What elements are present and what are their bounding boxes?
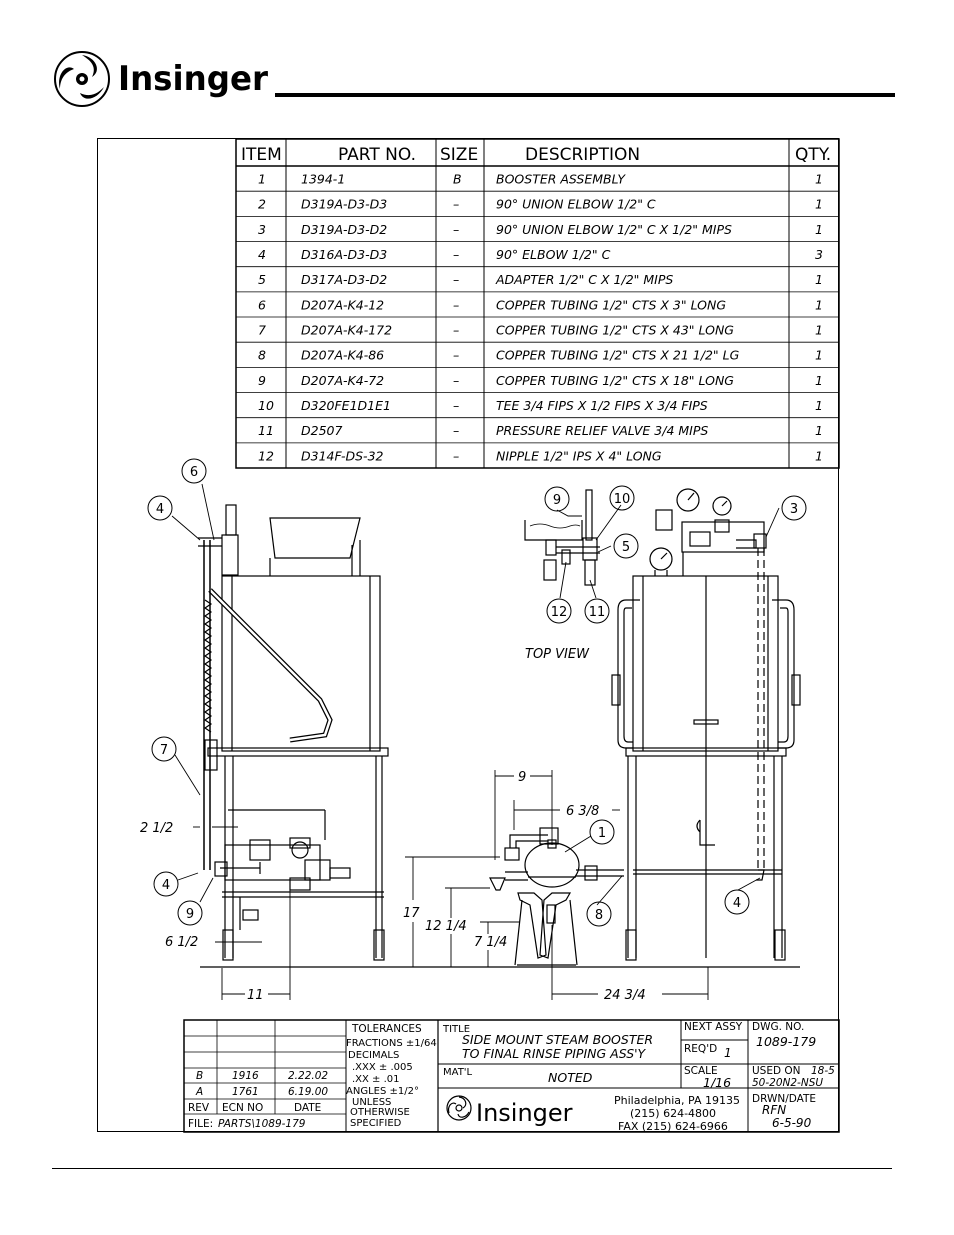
company-name: Insinger: [476, 1099, 573, 1127]
row-size: –: [453, 398, 460, 414]
row-qty: 1: [815, 448, 823, 464]
tol-otherwise: OTHERWISE: [350, 1107, 410, 1118]
row-size: –: [453, 347, 460, 363]
matl-label: MAT'L: [443, 1067, 473, 1078]
tolerances-header: TOLERANCES: [352, 1023, 422, 1035]
table-row: [258, 272, 823, 287]
row-size: B: [453, 171, 462, 187]
dwg-no-value: 1089-179: [756, 1034, 817, 1049]
drawing-title-line2: TO FINAL RINSE PIPING ASS'Y: [462, 1046, 646, 1061]
dim-2-1-2: 2 1/2: [140, 821, 174, 836]
row-size: –: [453, 322, 460, 338]
row-part-no: D320FE1D1E1: [301, 398, 391, 414]
row-part-no: D207A-K4-172: [301, 322, 393, 338]
next-assy-label: NEXT ASSY: [684, 1021, 743, 1033]
tol-decimals: DECIMALS: [348, 1050, 400, 1061]
row-description: ADAPTER 1/2" C X 1/2" MIPS: [496, 272, 674, 288]
dim-11: 11: [247, 988, 264, 1003]
table-row: [258, 323, 823, 338]
company-swirl-icon: [447, 1096, 471, 1120]
row-qty: 1: [815, 347, 823, 363]
row-item: 2: [258, 196, 266, 212]
row-item: 12: [258, 448, 274, 464]
row-item: 6: [258, 297, 266, 313]
rev-a: A: [196, 1086, 204, 1098]
table-row: [258, 373, 823, 388]
row-item: 4: [258, 247, 266, 263]
row-qty: 1: [815, 171, 823, 187]
row-size: –: [453, 423, 460, 439]
callout-number: 3: [789, 502, 799, 517]
date-b: 2.22.02: [288, 1070, 329, 1082]
row-description: COPPER TUBING 1/2" CTS X 43" LONG: [496, 322, 734, 338]
table-row: [258, 348, 823, 363]
callout-number: 4: [732, 896, 742, 911]
row-part-no: D207A-K4-86: [301, 347, 385, 363]
table-row: [258, 398, 823, 413]
row-part-no: D207A-K4-12: [301, 297, 385, 313]
callout-number: 6: [189, 465, 199, 480]
file-value: PARTS\1089-179: [218, 1118, 306, 1130]
title-block-text: [188, 1021, 835, 1133]
row-qty: 1: [815, 196, 823, 212]
ecn-a: 1761: [232, 1086, 259, 1098]
ecn-b: 1916: [232, 1070, 259, 1082]
used-on-value1: 18-5: [811, 1065, 835, 1077]
drawing-title-line1: SIDE MOUNT STEAM BOOSTER: [462, 1032, 654, 1047]
company-fax: FAX (215) 624-6966: [618, 1120, 728, 1133]
row-description: 90° UNION ELBOW 1/2" C X 1/2" MIPS: [496, 221, 732, 237]
header-part-no: PART NO.: [338, 145, 416, 165]
top-view-label: TOP VIEW: [525, 647, 589, 662]
drwn-label: DRWN/DATE: [752, 1093, 817, 1105]
drwn-date: 6-5-90: [772, 1116, 812, 1130]
dim-9: 9: [518, 770, 527, 785]
row-item: 8: [258, 347, 266, 363]
parts-table-headers: [241, 145, 831, 165]
header-size: SIZE: [440, 145, 479, 165]
row-item: 7: [258, 322, 266, 338]
callout-number: 8: [594, 908, 604, 923]
reqd-label: REQ'D: [684, 1043, 718, 1055]
row-qty: 1: [815, 297, 823, 313]
row-description: 90° ELBOW 1/2" C: [496, 247, 611, 263]
drwn-name: RFN: [762, 1103, 787, 1117]
row-part-no: 1394-1: [301, 171, 346, 187]
dim-7-1-4: 7 1/4: [474, 935, 508, 950]
used-on-value2: 50-20N2-NSU: [752, 1077, 824, 1089]
table-row: [258, 172, 823, 187]
header-item: ITEM: [241, 145, 282, 165]
side-view-left: [198, 505, 388, 960]
row-size: –: [453, 196, 460, 212]
parts-table-body: [258, 172, 823, 464]
row-description: NIPPLE 1/2" IPS X 4" LONG: [496, 448, 662, 464]
dim-17: 17: [403, 906, 420, 921]
company-address: Philadelphia, PA 19135: [614, 1094, 740, 1107]
row-item: 10: [258, 398, 274, 414]
file-label: FILE:: [188, 1118, 214, 1130]
row-qty: 1: [815, 398, 823, 414]
matl-value: NOTED: [548, 1070, 593, 1085]
dim-6-1-2: 6 1/2: [165, 935, 199, 950]
row-item: 11: [258, 423, 274, 439]
dim-24-3-4: 24 3/4: [604, 988, 646, 1003]
callout-balloons: [148, 459, 806, 926]
row-part-no: D314F-DS-32: [301, 448, 384, 464]
table-row: [258, 197, 823, 212]
used-on-label: USED ON: [752, 1065, 801, 1077]
tol-angles: ANGLES ±1/2°: [346, 1086, 419, 1097]
date-a: 6.19.00: [288, 1086, 329, 1098]
row-description: PRESSURE RELIEF VALVE 3/4 MIPS: [496, 423, 709, 439]
title-label: TITLE: [443, 1024, 471, 1035]
dimension-labels: [140, 770, 646, 1003]
row-size: –: [453, 221, 460, 237]
row-description: COPPER TUBING 1/2" CTS X 3" LONG: [496, 297, 727, 313]
row-item: 5: [258, 272, 266, 288]
row-item: 1: [258, 171, 266, 187]
row-qty: 1: [815, 322, 823, 338]
scale-label: SCALE: [684, 1065, 718, 1077]
row-description: TEE 3/4 FIPS X 1/2 FIPS X 3/4 FIPS: [496, 398, 708, 414]
rev-b: B: [196, 1070, 204, 1082]
row-size: –: [453, 448, 460, 464]
callout-leaders: [172, 484, 779, 905]
ecn-header: ECN NO: [222, 1102, 264, 1114]
row-size: –: [453, 297, 460, 313]
callout-number: 7: [159, 743, 169, 758]
callout-number: 9: [185, 907, 195, 922]
row-description: 90° UNION ELBOW 1/2" C: [496, 196, 656, 212]
table-row: [258, 222, 823, 237]
table-row: [258, 448, 823, 463]
row-part-no: D317A-D3-D2: [301, 272, 388, 288]
header-qty: QTY.: [795, 145, 832, 165]
row-size: –: [453, 372, 460, 388]
reqd-value: 1: [724, 1046, 732, 1060]
row-description: BOOSTER ASSEMBLY: [496, 171, 626, 187]
row-part-no: D316A-D3-D3: [301, 247, 388, 263]
row-item: 3: [258, 221, 266, 237]
footer-rule: [52, 1168, 892, 1169]
row-part-no: D207A-K4-72: [301, 372, 385, 388]
callout-number: 4: [155, 502, 165, 517]
callout-number: 1: [597, 826, 607, 841]
row-part-no: D2507: [301, 423, 343, 439]
scale-value: 1/16: [703, 1075, 732, 1090]
tol-fractions: FRACTIONS ±1/64: [346, 1038, 437, 1049]
row-part-no: D319A-D3-D3: [301, 196, 388, 212]
date-header: DATE: [294, 1102, 322, 1114]
tol-unless: UNLESS: [352, 1097, 392, 1108]
tol-xxx: .XXX ± .005: [352, 1062, 413, 1073]
company-phone: (215) 624-4800: [630, 1107, 717, 1120]
row-size: –: [453, 247, 460, 263]
dimension-lines: [193, 770, 708, 1000]
dim-12-1-4: 12 1/4: [425, 919, 467, 934]
row-qty: 1: [815, 221, 823, 237]
row-qty: 3: [815, 247, 823, 263]
row-size: –: [453, 272, 460, 288]
row-qty: 1: [815, 272, 823, 288]
logo-wordmark: Insinger: [118, 59, 269, 99]
row-part-no: D319A-D3-D2: [301, 221, 388, 237]
front-view-right: [612, 489, 800, 960]
table-row: [258, 423, 823, 438]
dwg-no-label: DWG. NO.: [752, 1021, 805, 1033]
callout-number: 9: [552, 493, 562, 508]
dim-6-3-8: 6 3/8: [566, 804, 600, 819]
row-item: 9: [258, 372, 266, 388]
tol-specified: SPECIFIED: [350, 1118, 402, 1129]
callout-number: 12: [550, 605, 568, 620]
row-qty: 1: [815, 372, 823, 388]
table-row: [258, 247, 823, 262]
header-description: DESCRIPTION: [525, 145, 641, 165]
rev-header: REV: [188, 1102, 210, 1114]
table-row: [258, 297, 823, 312]
callout-number: 5: [621, 540, 631, 555]
tol-xx: .XX ± .01: [352, 1074, 400, 1085]
row-description: COPPER TUBING 1/2" CTS X 18" LONG: [496, 372, 734, 388]
callout-number: 4: [161, 878, 171, 893]
row-qty: 1: [815, 423, 823, 439]
callout-number: 10: [613, 492, 631, 507]
row-description: COPPER TUBING 1/2" CTS X 21 1/2" LG: [496, 347, 740, 363]
callout-number: 11: [588, 605, 606, 620]
